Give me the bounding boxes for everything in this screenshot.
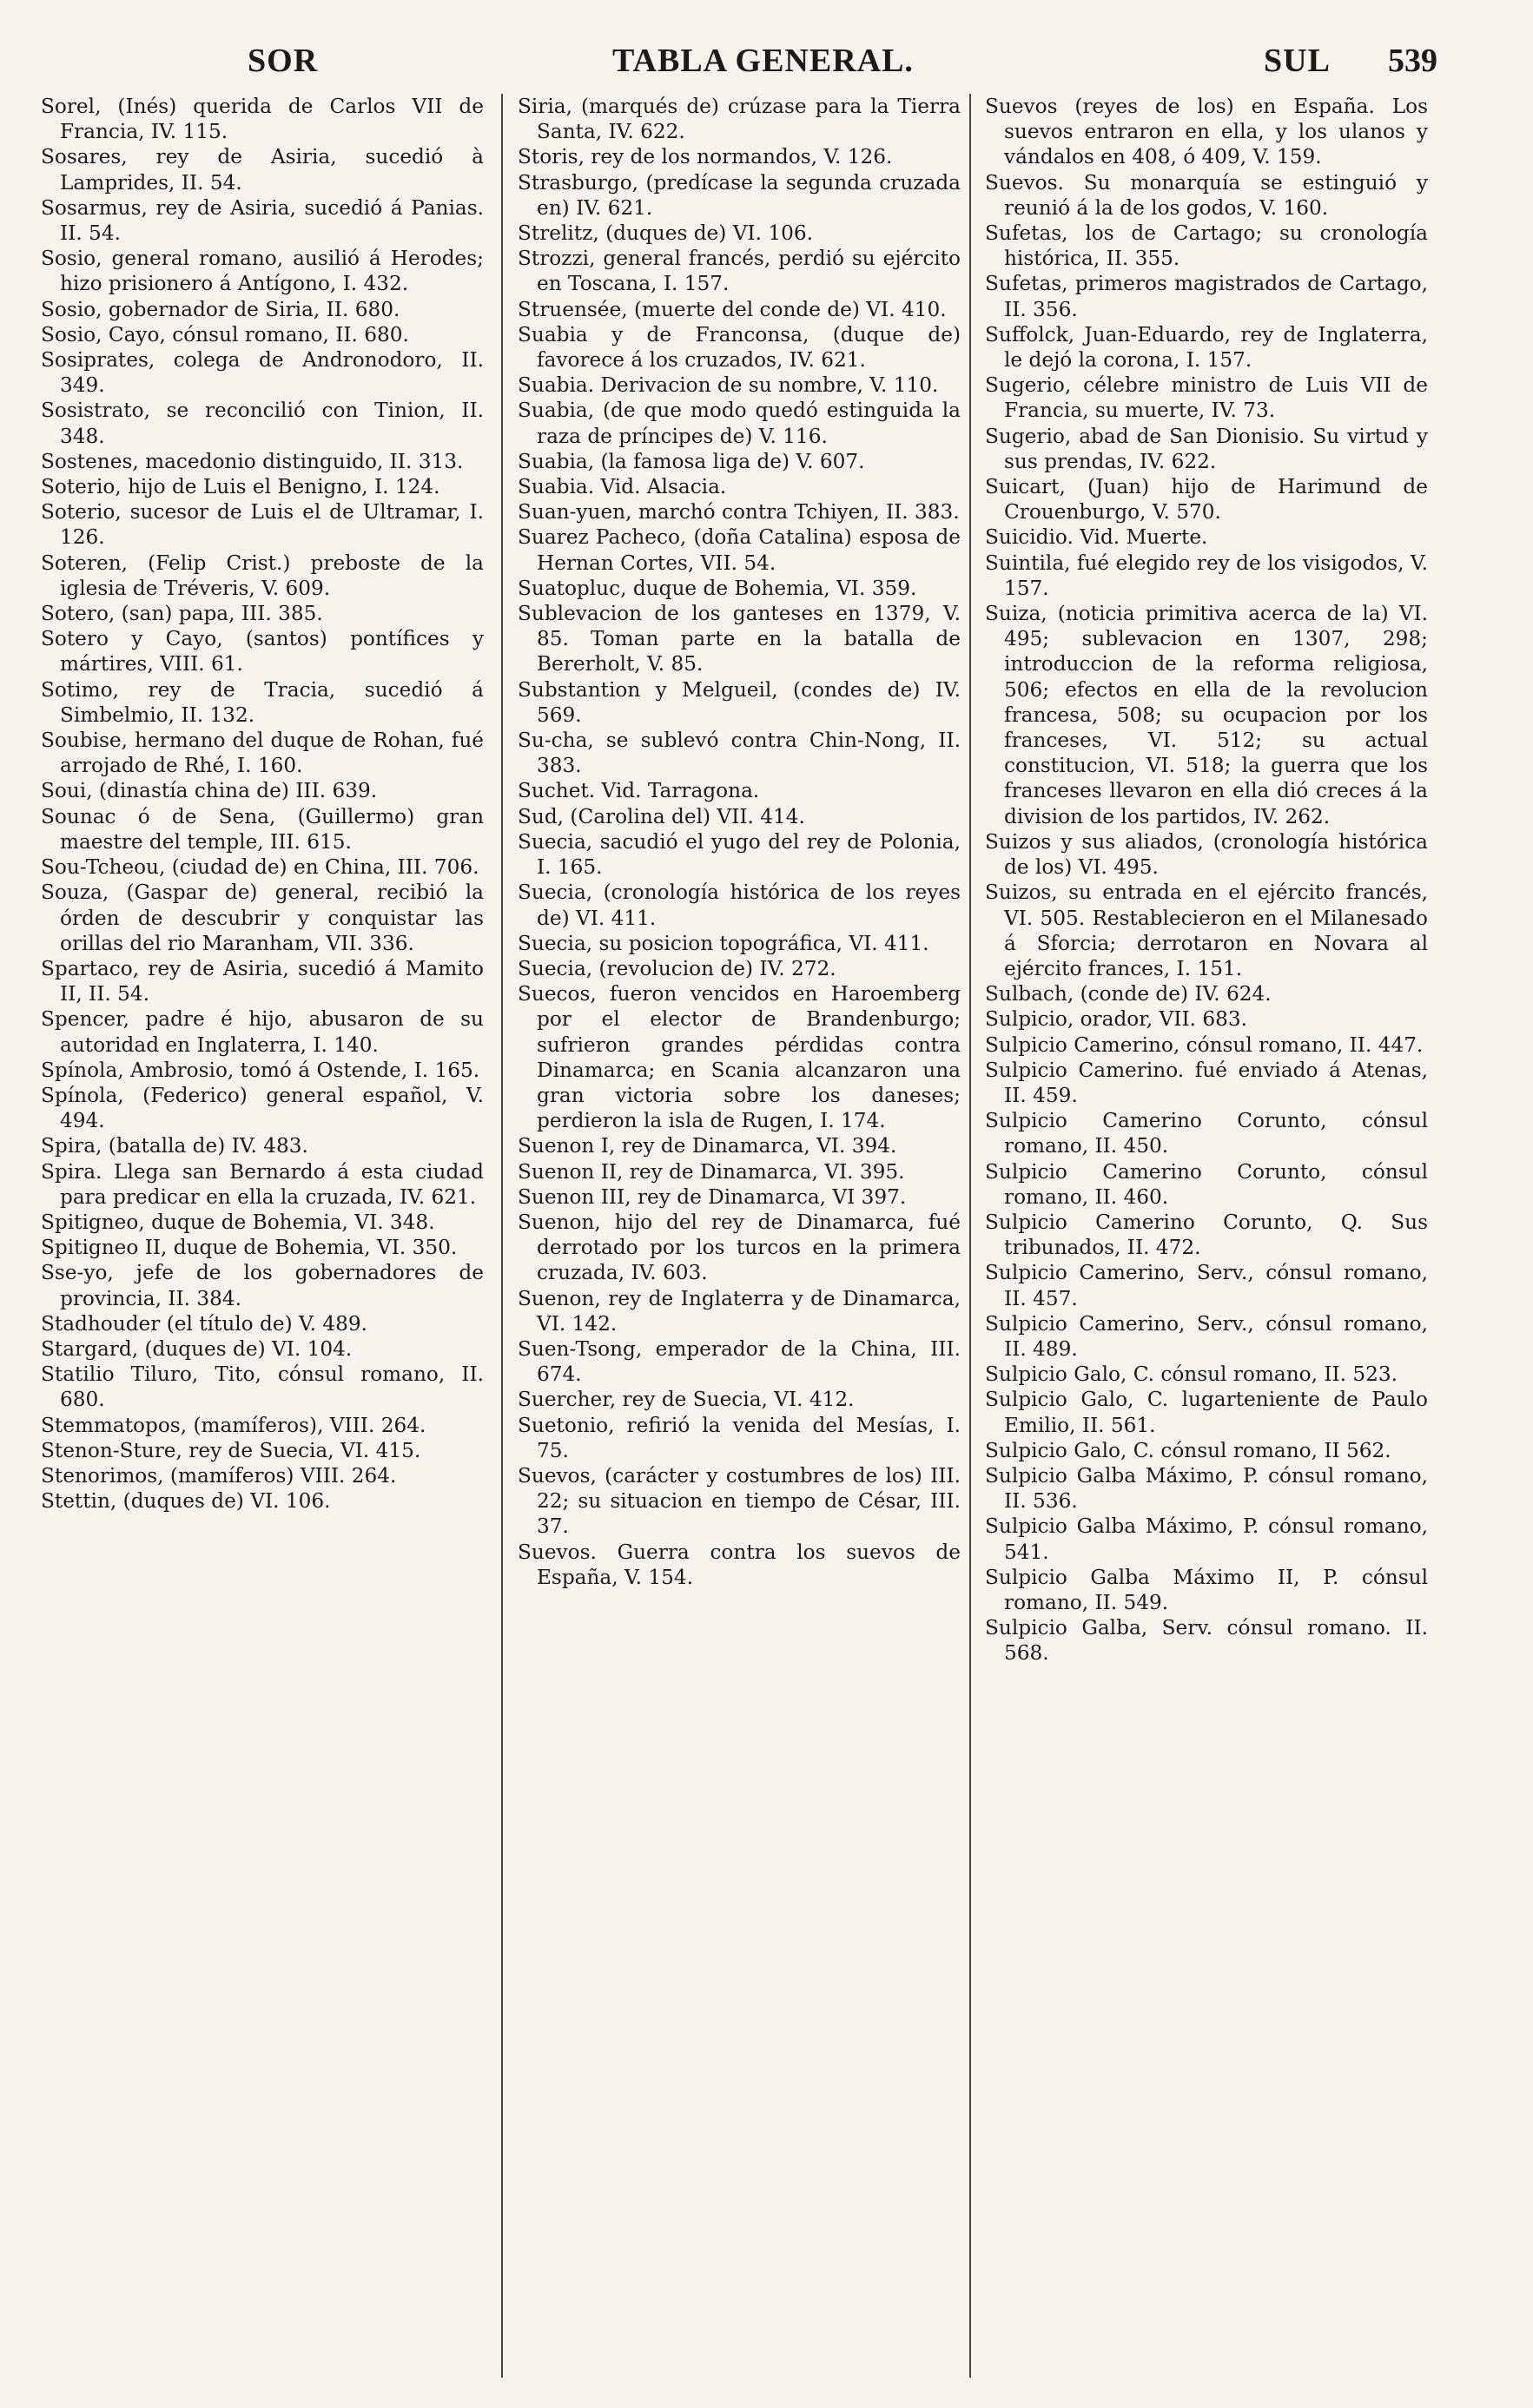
- index-entry: Suchet. Vid. Tarragona.: [518, 779, 760, 803]
- header-title: TABLA GENERAL.: [612, 43, 914, 79]
- index-entry: Stargard, (duques de) VI. 104.: [41, 1336, 353, 1361]
- index-entry: Suetonio, refirió la venida del Mesías, I. 75.: [518, 1413, 961, 1462]
- index-entry: Suecos, fueron vencidos en Haroemberg por el elector de Brandenburgo; sufrieron grandes pérdidas contra Dinamarca; en Scania alcanzaron una gran victoria sobre los daneses; perdieron la isla de Rugen, I. 174.: [518, 982, 961, 1133]
- index-entry: Soterio, sucesor de Luis el de Ultramar, I. 126.: [41, 500, 484, 550]
- index-entry: Stadhouder (el título de) V. 489.: [41, 1311, 368, 1336]
- index-entry: Suevos. Su monarquía se estinguió y reunió á la de los godos, V. 160.: [985, 170, 1428, 220]
- index-entry: Sud, (Carolina del) VII. 414.: [518, 804, 805, 828]
- index-entry: Suen-Tsong, emperador de la China, III. 674.: [518, 1336, 961, 1387]
- index-entry: Suevos. Guerra contra los suevos de España, V. 154.: [518, 1540, 961, 1589]
- index-entry: Spira, (batalla de) IV. 483.: [41, 1134, 308, 1158]
- index-entry: Suicart, (Juan) hijo de Harimund de Crouenburgo, V. 570.: [985, 475, 1428, 524]
- index-entry: Sufetas, primeros magistrados de Cartago, II. 356.: [985, 272, 1428, 321]
- index-entry: Statilio Tiluro, Tito, cónsul romano, II. 680.: [41, 1362, 484, 1412]
- index-entry: Strozzi, general francés, perdió su ejército en Toscana, I. 157.: [518, 247, 961, 296]
- index-entry: Suizos y sus aliados, (cronología histórica de los) VI. 495.: [985, 829, 1428, 880]
- index-entry: Strasburgo, (predícase la segunda cruzada en) IV. 621.: [518, 170, 961, 220]
- index-entry: Stemmatopos, (mamíferos), VIII. 264.: [41, 1413, 426, 1437]
- index-entry: Suevos, (carácter y costumbres de los) III. 22; su situacion en tiempo de César, III. 37.: [518, 1463, 961, 1539]
- index-column-3: [985, 94, 1428, 1666]
- index-entry: Suabia, (de que modo quedó estinguida la raza de príncipes de) V. 116.: [518, 399, 961, 448]
- index-entry: Soui, (dinastía china de) III. 639.: [41, 779, 378, 803]
- index-entry: Sosio, gobernador de Siria, II. 680.: [41, 297, 400, 321]
- index-entry: Sosio, general romano, ausilió á Herodes; hizo prisionero á Antígono, I. 432.: [41, 247, 484, 296]
- index-entry: Stenorimos, (mamíferos) VIII. 264.: [41, 1463, 397, 1488]
- index-entry: Suecia, (revolucion de) IV. 272.: [518, 956, 836, 980]
- index-entry: Spínola, (Federico) general español, V. 494.: [41, 1083, 484, 1133]
- index-entry: Suintila, fué elegido rey de los visigodos, V. 157.: [985, 551, 1428, 600]
- index-entry: Sulpicio Camerino, Serv., cónsul romano, II. 489.: [985, 1311, 1428, 1361]
- index-entry: Sulbach, (conde de) IV. 624.: [985, 982, 1272, 1006]
- index-entry: Souza, (Gaspar de) general, recibió la órden de descubrir y conquistar las orillas del rio Maranham, VII. 336.: [41, 881, 484, 955]
- index-entry: Sotero y Cayo, (santos) pontífices y mártires, VIII. 61.: [41, 627, 484, 676]
- index-entry: Suercher, rey de Suecia, VI. 412.: [518, 1388, 855, 1412]
- index-entry: Sou-Tcheou, (ciudad de) en China, III. 706.: [41, 855, 479, 880]
- index-entry: Sulpicio Camerino. fué enviado á Atenas, II. 459.: [985, 1058, 1428, 1107]
- index-entry: Suiza, (noticia primitiva acerca de la) VI. 495; sublevacion en 1307, 298; introduccion de la reforma religiosa, 506; efectos en ella de la revolucion francesa, 508; su ocupacion por los franceses, VI. 512; su actual constitucion, VI. 518; la guerra que los franceses llevaron en ella dió creces á la division de los partidos, IV. 262.: [985, 602, 1428, 828]
- page-number: 539: [1388, 43, 1437, 79]
- index-entry: Soubise, hermano del duque de Rohan, fué arrojado de Rhé, I. 160.: [41, 729, 484, 778]
- index-entry: Sotero, (san) papa, III. 385.: [41, 602, 323, 626]
- index-entry: Sulpicio Galba Máximo, P. cónsul romano, II. 536.: [985, 1463, 1428, 1514]
- index-entry: Spitigneo II, duque de Bohemia, VI. 350.: [41, 1236, 458, 1260]
- index-entry: Sulpicio Galba, Serv. cónsul romano. II. 568.: [985, 1616, 1428, 1666]
- index-entry: Suabia. Derivacion de su nombre, V. 110.: [518, 373, 939, 398]
- index-entry: Sulpicio, orador, VII. 683.: [985, 1007, 1247, 1032]
- index-entry: Sorel, (Inés) querida de Carlos VII de Francia, IV. 115.: [41, 95, 484, 144]
- index-entry: Sulpicio Galba Máximo, P. cónsul romano, 541.: [985, 1514, 1428, 1564]
- index-entry: Suabia. Vid. Alsacia.: [518, 475, 727, 499]
- index-entry: Sulpicio Galo, C. cónsul romano, II. 523.: [985, 1362, 1398, 1387]
- index-entry: Suecia, (cronología histórica de los reyes de) VI. 411.: [518, 881, 961, 930]
- index-entry: Sulpicio Galo, C. cónsul romano, II 562.: [985, 1438, 1391, 1462]
- index-column-2: [518, 94, 961, 1590]
- index-entry: Suecia, su posicion topográfica, VI. 411.: [518, 931, 929, 955]
- index-entry: Sulpicio Camerino, Serv., cónsul romano, II. 457.: [985, 1261, 1428, 1310]
- index-column-1: [41, 94, 484, 1514]
- index-entry: Sosio, Cayo, cónsul romano, II. 680.: [41, 322, 409, 346]
- index-entry: Suicidio. Vid. Muerte.: [985, 525, 1208, 550]
- index-entry: Stettin, (duques de) VI. 106.: [41, 1489, 331, 1514]
- index-entry: Suevos (reyes de los) en España. Los suevos entraron en ella, y los ulanos y vándalos en 408, ó 409, V. 159.: [985, 95, 1428, 169]
- index-entry: Sse-yo, jefe de los gobernadores de provincia, II. 384.: [41, 1261, 484, 1310]
- index-entry: Sublevacion de los ganteses en 1379, V. 85. Toman parte en la batalla de Bererholt, V. 85.: [518, 602, 961, 676]
- index-entry: Sulpicio Camerino, cónsul romano, II. 447.: [985, 1032, 1424, 1057]
- index-entry: Strelitz, (duques de) VI. 106.: [518, 221, 813, 246]
- index-entry: Sulpicio Camerino Corunto, Q. Sus tribunados, II. 472.: [985, 1210, 1428, 1260]
- index-entry: Suatopluc, duque de Bohemia, VI. 359.: [518, 576, 917, 600]
- index-entry: Siria, (marqués de) crúzase para la Tierra Santa, IV. 622.: [518, 95, 961, 144]
- index-entry: Suenon, rey de Inglaterra y de Dinamarca, VI. 142.: [518, 1286, 961, 1336]
- index-entry: Suecia, sacudió el yugo del rey de Polonia, I. 165.: [518, 829, 961, 880]
- index-entry: Suabia, (la famosa liga de) V. 607.: [518, 449, 865, 473]
- index-entry: Suizos, su entrada en el ejército francés, VI. 505. Restablecieron en el Milanesado á Sforcia; derrotaron en Novara al ejército frances, I. 151.: [985, 881, 1428, 980]
- index-entry: Sufetas, los de Cartago; su cronología histórica, II. 355.: [985, 221, 1428, 271]
- index-entry: Suenon I, rey de Dinamarca, VI. 394.: [518, 1134, 897, 1158]
- index-entry: Su-cha, se sublevó contra Chin-Nong, II. 383.: [518, 729, 961, 778]
- index-entry: Struensée, (muerte del conde de) VI. 410.: [518, 297, 947, 321]
- index-entry: Soteren, (Felip Crist.) preboste de la iglesia de Tréveris, V. 609.: [41, 551, 484, 600]
- index-entry: Spencer, padre é hijo, abusaron de su autoridad en Inglaterra, I. 140.: [41, 1007, 484, 1057]
- index-entry: Suabia y de Franconsa, (duque de) favorece á los cruzados, IV. 621.: [518, 322, 961, 373]
- index-entry: Spira. Llega san Bernardo á esta ciudad para predicar en ella la cruzada, IV. 621.: [41, 1159, 484, 1209]
- index-entry: Sosistrato, se reconcilió con Tinion, II. 348.: [41, 399, 484, 448]
- index-entry: Spartaco, rey de Asiria, sucedió á Mamito II, II. 54.: [41, 956, 484, 1006]
- index-entry: Sulpicio Camerino Corunto, cónsul romano, II. 460.: [985, 1159, 1428, 1209]
- index-entry: Soterio, hijo de Luis el Benigno, I. 124.: [41, 475, 440, 499]
- index-entry: Sugerio, célebre ministro de Luis VII de Francia, su muerte, IV. 73.: [985, 373, 1428, 423]
- index-entry: Suan-yuen, marchó contra Tchiyen, II. 383.: [518, 500, 960, 524]
- index-entry: Sulpicio Camerino Corunto, cónsul romano, II. 450.: [985, 1109, 1428, 1158]
- index-entry: Sostenes, macedonio distinguido, II. 313.: [41, 449, 464, 473]
- index-entry: Sosiprates, colega de Andronodoro, II. 349.: [41, 348, 484, 398]
- index-entry: Sotimo, rey de Tracia, sucedió á Simbelmio, II. 132.: [41, 677, 484, 727]
- index-entry: Suenon III, rey de Dinamarca, VI 397.: [518, 1184, 907, 1209]
- index-entry: Substantion y Melgueil, (condes de) IV. 569.: [518, 677, 961, 727]
- index-entry: Suffolck, Juan-Eduardo, rey de Inglaterra, le dejó la corona, I. 157.: [985, 322, 1428, 373]
- column-divider: [969, 94, 971, 2378]
- index-entry: Suenon, hijo del rey de Dinamarca, fué derrotado por los turcos en la primera cruzada, IV. 603.: [518, 1210, 961, 1285]
- index-entry: Sulpicio Galo, C. lugarteniente de Paulo Emilio, II. 561.: [985, 1388, 1428, 1437]
- index-entry: Suenon II, rey de Dinamarca, VI. 395.: [518, 1159, 905, 1184]
- index-entry: Spitigneo, duque de Bohemia, VI. 348.: [41, 1210, 435, 1234]
- header-left-guideword: SOR: [248, 43, 319, 79]
- page-header: [0, 42, 1533, 94]
- column-divider: [501, 94, 503, 2378]
- index-entry: Sosares, rey de Asiria, sucedió à Lamprides, II. 54.: [41, 145, 484, 195]
- index-entry: Suarez Pacheco, (doña Catalina) esposa de Hernan Cortes, VII. 54.: [518, 525, 961, 575]
- index-entry: Stenon-Sture, rey de Suecia, VI. 415.: [41, 1438, 421, 1462]
- index-entry: Sugerio, abad de San Dionisio. Su virtud y sus prendas, IV. 622.: [985, 424, 1428, 473]
- index-entry: Storis, rey de los normandos, V. 126.: [518, 145, 893, 169]
- index-entry: Sounac ó de Sena, (Guillermo) gran maestre del temple, III. 615.: [41, 804, 484, 854]
- index-entry: Spínola, Ambrosio, tomó á Ostende, I. 165.: [41, 1058, 480, 1082]
- index-entry: Sosarmus, rey de Asiria, sucedió á Panias. II. 54.: [41, 195, 484, 246]
- header-right-guideword: SUL: [1264, 43, 1331, 79]
- index-entry: Sulpicio Galba Máximo II, P. cónsul romano, II. 549.: [985, 1565, 1428, 1614]
